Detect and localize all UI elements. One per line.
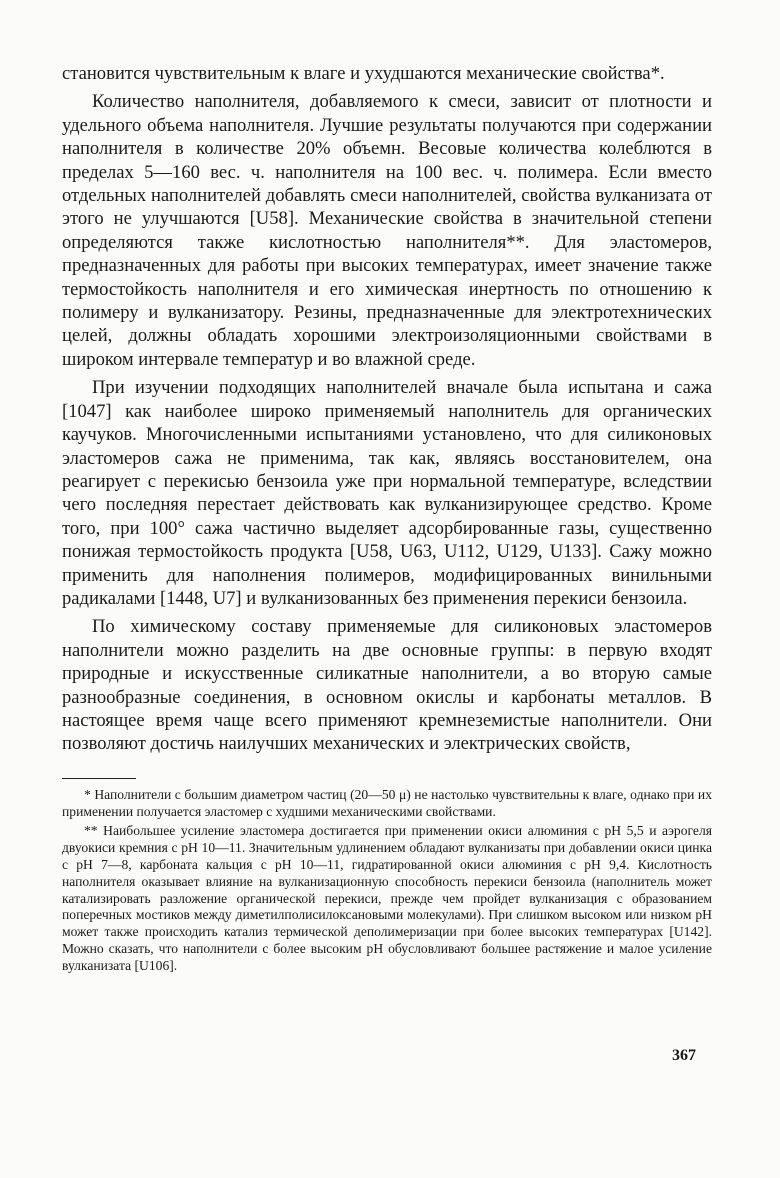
paragraph-filler-groups: По химическому составу применяемые для силиконовых эластомеров наполнители можно разделить на две основные группы: в первую входят природные и искусственные силикатные наполнители, а во вторую самые разнообразные соединения, в основном окислы и карбонаты металлов. В настоящее время чаще всего применяют кремнеземистые наполнители. Они позволяют достичь наилучших механических и электрических свойств, bbox=[62, 616, 712, 755]
book-page bbox=[62, 62, 712, 975]
page-number: 367 bbox=[672, 1047, 696, 1064]
paragraph-carbon-black: При изучении подходящих наполнителей вначале была испытана и сажа [1047] как наиболее широко применяемый наполнитель для органических каучуков. Многочисленными испытаниями установлено, что для силиконовых эластомеров сажа не применима, так как, являясь восстановителем, она реагирует с перекисью бензоила уже при нормальной температуре, вследствии чего последняя перестает действовать как вулканизирующее средство. Кроме того, при 100° сажа частично выделяет адсорбированные газы, существенно понижая термостойкость продукта [U58, U63, U112, U129, U133]. Сажу можно применить для наполнения полимеров, модифицированных винильными радикалами [1448, U7] и вулканизованных без применения перекиси бензоила. bbox=[62, 377, 712, 609]
footnote-divider bbox=[62, 778, 136, 779]
paragraph-continuation: становится чувствительным к влаге и ухудшаются механические свойства*. bbox=[62, 63, 665, 84]
paragraph-filler-quantity: Количество наполнителя, добавляемого к смеси, зависит от плотности и удельного объема наполнителя. Лучшие результаты получаются при содержании наполнителя в количестве 20% объемн. Весовые количества колеблются в пределах 5—160 вес. ч. наполнителя на 100 вес. ч. полимера. Если вместо отдельных наполнителей добавлять смеси наполнителей, свойства вулканизата от этого не улучшаются [U58]. Механические свойства в значительной степени определяются также кислотностью наполнителя**. Для эластомеров, предназначенных для работы при высоких температурах, имеет значение также термостойкость наполнителя и его химическая инертность по отношению к полимеру и вулканизатору. Резины, предназначенные для электротехнических целей, должны обладать хорошими электроизоляционными свойствами в широком интервале температур и во влажной среде. bbox=[62, 91, 712, 370]
footnote-2: ** Наибольшее усиление эластомера достигается при применении окиси алюминия с pH 5,5 и аэрогеля двуокиси кремния с pH 10—11. Значительным удлинением обладают вулканизаты при добавлении окиси цинка с pH 7—8, карбоната кальция с pH 10—11, гидратированной окиси алюминия с pH 9,4. Кислотность наполнителя оказывает влияние на вулканизационную способность перекиси бензоила (наполнитель может катализировать разложение органической перекиси, прежде чем пройдет вулканизация с образованием поперечных мостиков между диметилполисилоксановыми молекулами). При слишком высоком или низком pH может также происходить катализ термической деполимеризации при более высоких температурах [U142]. Можно сказать, что наполнители с более высоким pH обусловливают большее растяжение и малое усиление вулканизата [U106]. bbox=[62, 823, 712, 973]
footnote-1: * Наполнители с большим диаметром частиц (20—50 μ) не настолько чувствительны к влаге, однако при их применении получается эластомер с худшими механическими свойствами. bbox=[62, 786, 712, 819]
